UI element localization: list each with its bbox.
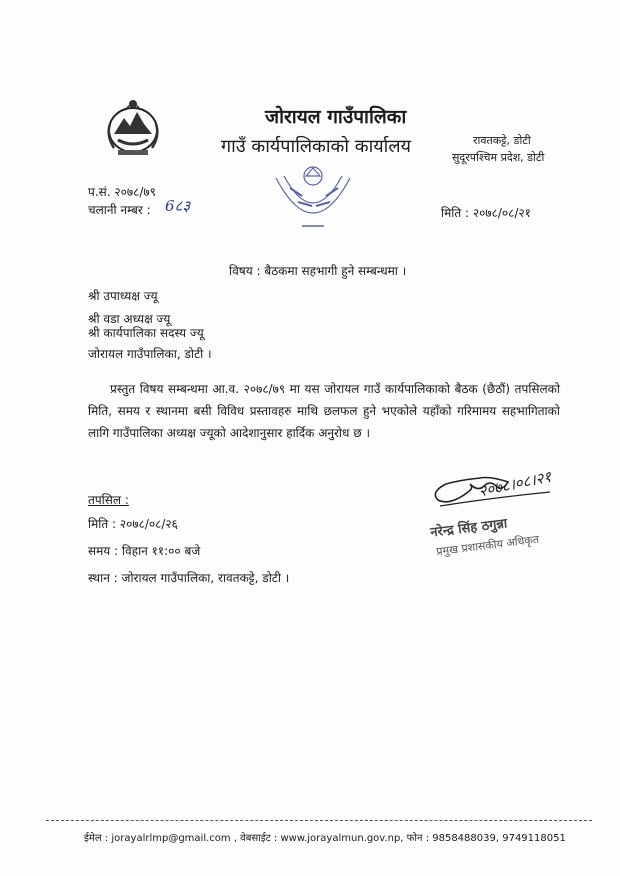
- reference-ps: प.सं. २०७८/७९: [88, 185, 156, 199]
- body-paragraph: [88, 378, 560, 444]
- name-stamp-line-1: नरेन्द्र सिंह ठगुन्ना: [429, 516, 509, 541]
- address-line-2: सुदूरपश्चिम प्रदेश, डोटी: [452, 151, 545, 164]
- footer-divider: [46, 820, 592, 821]
- meeting-place: स्थान : जोरायल गाउँपालिका, रावतकट्टे, डोटी ।: [88, 571, 290, 585]
- chalani-number-handwritten: 6८३: [165, 197, 191, 215]
- chalani-label: चलानी नम्बर :: [88, 203, 151, 217]
- nepal-emblem-icon: [104, 96, 162, 158]
- body-text: प्रस्तुत विषय सम्बन्धमा आ.व. २०७८/७९ मा यस जोरायल गाउँ कार्यपालिकाको बैठक (छैठौं) तपसिलको मिति, समय र स्थानमा बसी विविध प्रस्तावहरु माथि छलफल हुने भएकोले यहाँको गरिमामय सहभागिताको लागि गाउँपालिका अध्यक्ष ज्यूको आदेशानुसार हार्दिक अनुरोध छ ।: [88, 382, 560, 440]
- recipient-line: श्री उपाध्यक्ष ज्यू: [88, 289, 158, 303]
- address-line-1: रावतकट्टे, डोटी: [473, 134, 531, 147]
- recipient-line: श्री वडा अध्यक्ष ज्यू: [88, 312, 171, 326]
- recipient-line: श्री कार्यपालिका सदस्य ज्यू: [88, 326, 204, 340]
- office-seal-stamp: [268, 158, 358, 236]
- footer-contact: ईमेल : jorayalrlmp@gmail.com , वेबसाईट : www.jorayalmun.gov.np, फोन : 9858488039, 9749118051: [84, 833, 566, 844]
- name-stamp-line-2: प्रमुख प्रशासकीय अधिकृत: [435, 532, 540, 559]
- org-name: जोरायल गाउँपालिका: [265, 106, 407, 128]
- meeting-time: समय : विहान ११:०० बजे: [88, 544, 201, 558]
- signature-date: २०७८।०८।२१: [476, 467, 553, 501]
- subject-line: विषय : बैठकमा सहभागी हुने सम्बन्धमा ।: [229, 264, 407, 278]
- letter-date: मिति : २०७८/०८/२१: [441, 206, 531, 220]
- recipient-line: जोरायल गाउँपालिका, डोटी ।: [88, 347, 212, 361]
- meeting-date: मिति : २०७८/०८/२६: [88, 517, 178, 531]
- office-name: गाउँ कार्यपालिकाको कार्यालय: [221, 136, 411, 157]
- details-heading: तपसिल :: [88, 493, 129, 507]
